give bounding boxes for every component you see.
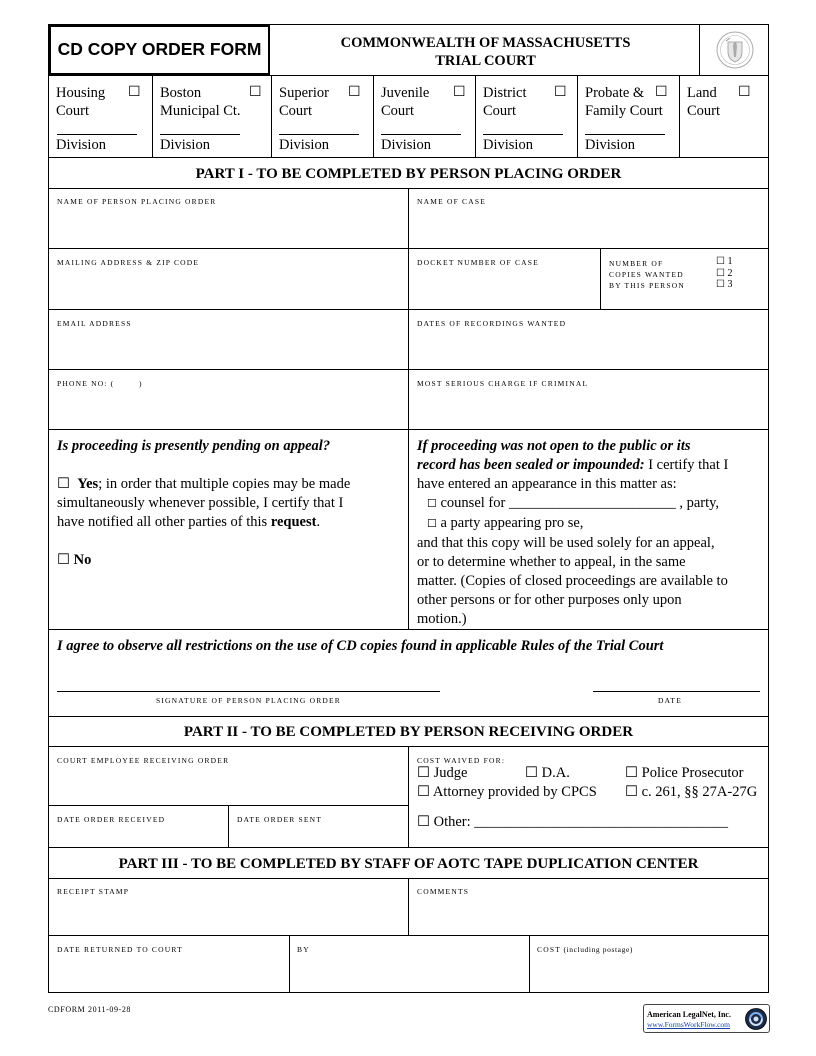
division-label: Division bbox=[483, 137, 533, 153]
checkbox[interactable]: ☐ bbox=[716, 279, 725, 290]
no-checkbox[interactable]: ☐ bbox=[57, 552, 70, 568]
sealed-heading: record has been sealed or impounded: bbox=[417, 457, 645, 473]
court-checkbox[interactable]: ☐ bbox=[738, 85, 751, 100]
appeal-yes-line bbox=[57, 513, 402, 532]
court-name: Court bbox=[279, 103, 313, 119]
part1-heading: PART I - TO BE COMPLETED BY PERSON PLACING ORDER bbox=[195, 166, 622, 182]
agency-line-2: TRIAL COURT bbox=[435, 53, 536, 69]
sent-field[interactable] bbox=[230, 825, 406, 845]
phone-field[interactable] bbox=[50, 389, 406, 427]
counsel-checkbox[interactable]: ☐ bbox=[427, 498, 437, 510]
checkbox[interactable]: ☐ bbox=[716, 267, 725, 279]
waived-label: COST WAIVED FOR: bbox=[417, 756, 506, 765]
row-rule bbox=[48, 935, 769, 936]
signature-label: SIGNATURE OF PERSON PLACING ORDER bbox=[155, 696, 342, 705]
comments-label: COMMENTS bbox=[417, 887, 470, 896]
copies-value: 1 bbox=[727, 256, 733, 267]
counsel-option bbox=[417, 494, 765, 514]
receipt-field[interactable] bbox=[50, 897, 406, 933]
court-name: Superior bbox=[279, 85, 329, 101]
waived-cpcs[interactable] bbox=[417, 783, 597, 802]
email-field[interactable] bbox=[50, 329, 406, 367]
column-divider bbox=[408, 746, 409, 847]
form-title: CD COPY ORDER FORM bbox=[57, 39, 262, 59]
waived-statute[interactable] bbox=[625, 783, 757, 802]
appeal-yes-line bbox=[57, 475, 402, 494]
email-label: EMAIL ADDRESS bbox=[57, 319, 132, 328]
copies-value: 2 bbox=[727, 267, 733, 279]
sealed-block bbox=[417, 437, 765, 629]
copies-option[interactable] bbox=[716, 268, 732, 280]
court-divider bbox=[271, 75, 272, 157]
yes-checkbox[interactable]: ☐ bbox=[57, 476, 70, 492]
court-name: Court bbox=[56, 103, 90, 119]
copies-option[interactable] bbox=[716, 256, 732, 268]
checkbox[interactable]: ☐ bbox=[525, 765, 538, 781]
option-label: c. 261, §§ 27A-27G bbox=[641, 784, 758, 800]
yes-label: Yes bbox=[77, 476, 99, 492]
column-divider bbox=[529, 935, 530, 993]
docket-label: DOCKET NUMBER OF CASE bbox=[417, 258, 539, 267]
division-blank bbox=[57, 134, 137, 135]
pro-se-option bbox=[417, 514, 765, 534]
court-name: Land bbox=[687, 85, 717, 101]
copies-option[interactable] bbox=[716, 279, 732, 291]
date-line[interactable] bbox=[593, 691, 760, 692]
court-name: Court bbox=[483, 103, 517, 119]
case-name-field[interactable] bbox=[410, 207, 766, 246]
sealed-text: or to determine whether to appeal, in the same bbox=[417, 554, 686, 570]
sealed-text: I certify that I bbox=[644, 457, 729, 473]
division-label: Division bbox=[585, 137, 635, 153]
checkbox[interactable]: ☐ bbox=[417, 784, 430, 800]
division-blank bbox=[279, 134, 359, 135]
division-label: Division bbox=[381, 137, 431, 153]
name-field[interactable] bbox=[50, 207, 406, 246]
copies-label-line: COPIES WANTED bbox=[609, 270, 684, 279]
court-checkbox[interactable]: ☐ bbox=[453, 85, 466, 100]
sealed-text: other persons or for other purposes only upon bbox=[417, 592, 682, 608]
agency-line-1: COMMONWEALTH OF MASSACHUSETTS bbox=[340, 35, 631, 51]
by-label: BY bbox=[297, 945, 310, 954]
request-word: request bbox=[270, 514, 317, 530]
cost-label bbox=[537, 945, 633, 954]
vendor-badge[interactable] bbox=[643, 1004, 770, 1033]
comments-field[interactable] bbox=[410, 897, 766, 933]
court-name: Court bbox=[381, 103, 415, 119]
division-label: Division bbox=[160, 137, 210, 153]
checkbox[interactable]: ☐ bbox=[716, 256, 725, 267]
part3-heading: PART III - TO BE COMPLETED BY STAFF OF AOTC TAPE DUPLICATION CENTER bbox=[118, 856, 699, 872]
pro-se-text: a party appearing pro se, bbox=[440, 515, 584, 531]
division-blank bbox=[585, 134, 665, 135]
received-field[interactable] bbox=[50, 825, 226, 845]
cost-label-text: COST bbox=[537, 945, 561, 954]
court-name: Juvenile bbox=[381, 85, 430, 101]
form-code: CDFORM 2011-09-28 bbox=[48, 1005, 132, 1014]
vendor-url: www.FormsWorkFlow.com bbox=[647, 1020, 731, 1029]
sent-label: DATE ORDER SENT bbox=[237, 815, 323, 824]
employee-field[interactable] bbox=[50, 766, 406, 803]
option-label: D.A. bbox=[541, 765, 570, 781]
division-label: Division bbox=[279, 137, 329, 153]
charge-field[interactable] bbox=[410, 389, 766, 427]
court-name: Family Court bbox=[585, 103, 663, 119]
sealed-line bbox=[417, 456, 765, 475]
appeal-question: Is proceeding is presently pending on appeal? bbox=[57, 438, 331, 454]
checkbox[interactable]: ☐ bbox=[625, 765, 638, 781]
state-seal-icon bbox=[715, 30, 755, 70]
cost-note: (including postage) bbox=[560, 945, 633, 954]
division-blank bbox=[160, 134, 240, 135]
court-name: District bbox=[483, 85, 527, 101]
returned-field[interactable] bbox=[50, 955, 287, 991]
pro-se-checkbox[interactable]: ☐ bbox=[427, 518, 437, 530]
case-name-label: NAME OF CASE bbox=[417, 197, 486, 206]
address-field[interactable] bbox=[50, 268, 406, 307]
appeal-no bbox=[57, 551, 91, 570]
column-divider bbox=[408, 188, 409, 629]
court-checkbox[interactable]: ☐ bbox=[655, 85, 668, 100]
address-label: MAILING ADDRESS & ZIP CODE bbox=[57, 258, 200, 267]
sealed-text: have entered an appearance in this matter as: bbox=[417, 476, 677, 492]
sealed-text: matter. (Copies of closed proceedings are available to bbox=[417, 573, 728, 589]
court-cell-land bbox=[687, 84, 737, 154]
vendor-logo-icon bbox=[744, 1007, 768, 1031]
court-row-bottom bbox=[48, 157, 769, 158]
sealed-text: motion.) bbox=[417, 611, 467, 627]
signature-line[interactable] bbox=[57, 691, 440, 692]
received-label: DATE ORDER RECEIVED bbox=[57, 815, 166, 824]
waived-police[interactable] bbox=[625, 764, 744, 783]
option-label: Judge bbox=[433, 765, 468, 781]
cost-field[interactable] bbox=[531, 955, 767, 991]
division-label: Division bbox=[56, 137, 106, 153]
appeal-bottom-rule bbox=[48, 629, 769, 630]
option-label: Police Prosecutor bbox=[641, 765, 744, 781]
court-divider bbox=[373, 75, 374, 157]
copies-label-line: BY THIS PERSON bbox=[609, 281, 685, 290]
copies-label bbox=[609, 258, 685, 291]
court-divider bbox=[475, 75, 476, 157]
court-name: Court bbox=[687, 103, 721, 119]
receipt-label: RECEIPT STAMP bbox=[57, 887, 130, 896]
division-blank bbox=[483, 134, 563, 135]
column-divider bbox=[408, 878, 409, 935]
checkbox[interactable]: ☐ bbox=[625, 784, 638, 800]
court-checkbox[interactable]: ☐ bbox=[249, 85, 262, 100]
returned-label: DATE RETURNED TO COURT bbox=[57, 945, 183, 954]
copies-value: 3 bbox=[727, 279, 733, 290]
waived-other[interactable] bbox=[417, 813, 728, 832]
court-divider bbox=[679, 75, 680, 157]
court-name: Boston bbox=[160, 85, 202, 101]
yes-text: ; in order that multiple copies may be made bbox=[98, 476, 351, 492]
yes-text: . bbox=[316, 514, 321, 530]
phone-label: PHONE NO: ( ) bbox=[57, 379, 143, 388]
division-blank bbox=[381, 134, 461, 135]
part2-heading: PART II - TO BE COMPLETED BY PERSON RECEIVING ORDER bbox=[183, 724, 634, 740]
charge-label: MOST SERIOUS CHARGE IF CRIMINAL bbox=[417, 379, 589, 388]
agree-bottom-rule bbox=[48, 716, 769, 717]
employee-label: COURT EMPLOYEE RECEIVING ORDER bbox=[57, 756, 230, 765]
waived-da[interactable] bbox=[525, 764, 570, 783]
court-checkbox[interactable]: ☐ bbox=[348, 85, 361, 100]
dates-field[interactable] bbox=[410, 329, 766, 367]
column-divider bbox=[289, 935, 290, 993]
yes-text: simultaneously whenever possible, I certify that I bbox=[57, 495, 344, 511]
no-label: No bbox=[73, 552, 92, 568]
counsel-text: counsel for _______________________ , party, bbox=[440, 495, 720, 511]
date-label: DATE bbox=[658, 696, 682, 705]
checkbox[interactable]: ☐ bbox=[417, 814, 430, 830]
waived-judge[interactable] bbox=[417, 764, 467, 783]
column-divider bbox=[228, 805, 229, 847]
part2-bottom-rule bbox=[48, 847, 769, 848]
court-divider bbox=[152, 75, 153, 157]
vendor-name: American LegalNet, Inc. bbox=[647, 1010, 731, 1019]
copies-divider bbox=[600, 248, 601, 309]
name-field-label: NAME OF PERSON PLACING ORDER bbox=[57, 197, 217, 206]
header-bottom-rule bbox=[48, 75, 769, 76]
court-checkbox[interactable]: ☐ bbox=[128, 85, 141, 100]
by-field[interactable] bbox=[291, 955, 527, 991]
copies-options bbox=[716, 256, 732, 291]
court-divider bbox=[577, 75, 578, 157]
option-label: Attorney provided by CPCS bbox=[432, 784, 597, 800]
copies-label-line: NUMBER OF bbox=[609, 259, 664, 268]
dates-label: DATES OF RECORDINGS WANTED bbox=[417, 319, 567, 328]
sealed-text: and that this copy will be used solely for an appeal, bbox=[417, 535, 715, 551]
agree-statement: I agree to observe all restrictions on the use of CD copies found in applicable Rules of the Trial Court bbox=[57, 638, 664, 654]
checkbox[interactable]: ☐ bbox=[417, 765, 430, 781]
option-label: Other: ___________________________________ bbox=[433, 814, 729, 830]
yes-text: have notified all other parties of this bbox=[57, 514, 271, 530]
appeal-yes bbox=[57, 475, 402, 532]
header-divider bbox=[699, 24, 700, 75]
court-name: Housing bbox=[56, 85, 106, 101]
sealed-heading: If proceeding was not open to the public or its bbox=[417, 438, 691, 454]
court-checkbox[interactable]: ☐ bbox=[554, 85, 567, 100]
court-name: Probate & bbox=[585, 85, 645, 101]
docket-field[interactable] bbox=[410, 268, 598, 307]
court-name: Municipal Ct. bbox=[160, 103, 241, 119]
